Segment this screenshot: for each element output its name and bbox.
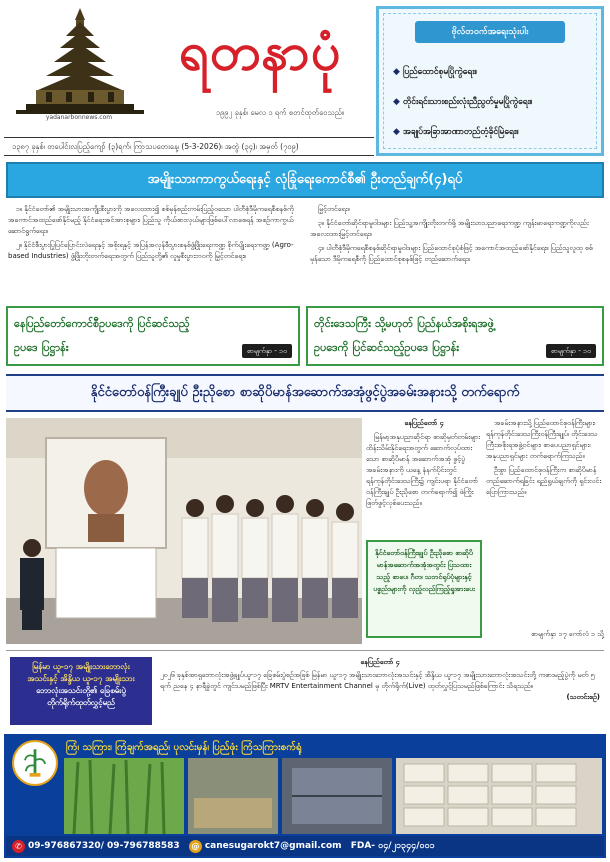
slogan-panel xyxy=(376,6,604,156)
page-reference: စာမျက်နှာ - ၁၀ xyxy=(242,344,292,358)
law-notice-title: နေပြည်တော်ကောင်စီဥပဒေကို ပြင်ဆင်သည့် xyxy=(14,317,190,330)
founding-date: ၁၉၉၂ ခုနှစ်၊ မေလ ၁ ရက် စတင်ထုတ်ဝေသည်။ xyxy=(215,108,345,117)
lead-column-left xyxy=(8,204,298,265)
slogan-text: ပြည်ထောင်စုမပြိုကွဲရေး။ xyxy=(403,67,477,77)
diamond-bullet-icon: ◆ xyxy=(393,127,400,137)
issue-info: ၁၃၈၇ ခုနှစ်၊ တပေါင်းလပြည့်ကျော် (၃)ရက်၊ ကြာသပတေးနေ့၊ (5-3-2026)၊ အတွဲ (၃၄)၊ အမှတ် (၇၀၉) xyxy=(12,142,299,151)
company-logo-icon xyxy=(12,740,58,786)
match-headline-line: အသင်းနှင့် အိန္ဒိယ ယူ-၁၇ အမျိုးသား xyxy=(27,674,135,683)
masthead-rule-top xyxy=(4,137,374,138)
site-url: yadanarbonnews.com xyxy=(45,114,113,121)
slogan-text: အချုပ်အခြာအာဏာတည်တံ့ခိုင်မြဲရေး။ xyxy=(403,127,519,137)
match-headline-line: ဘောလုံးအသင်းတို့၏ ခြေစမ်းပွဲ xyxy=(36,686,126,695)
match-body: ၂၀၂၆ ခုနှစ်အာရှဘောလုံးအဖွဲ့ချုပ်ယူ-၁၇ ခြေစမ်းပွဲစဉ်အဖြစ် မြန်မာ ယူ-၁၇ အမျိုးသားဘောလုံးအသင်းနှင့် အိန္ဒိယ ယူ-၁၇ အမျိုးသားဘောလုံးအသင်းတို့ ကစားမည့်ပွဲကို မတ် ၅ ရက် ညနေ ၄ နာရီခွဲတွင် ကျင်းပမည်ဖြစ်ပြီး MRTV Entertainment Channel မှ တိုက်ရိုက်(Live) ထုတ်လွှင့်ပြသမည်ဖြစ်ကြောင်း သိရသည်။ xyxy=(160,671,595,690)
match-source: (သတင်းစဉ်) xyxy=(566,693,600,701)
ad-email[interactable]: canesugarokt7@gmail.com xyxy=(204,841,342,851)
sugar-mill-advertisement[interactable] xyxy=(4,734,606,858)
news-strip xyxy=(6,650,604,730)
lead-body xyxy=(6,200,604,300)
feature-paragraph: မြန်မာ့အနုပညာဆိုင်ရာ စာဆိုမှတ်တမ်းများ ထိန်းသိမ်းနိုင်ရေးအတွက် ဆောက်လုပ်ထားသော စာဆိုပိမာန် အဆောက်အအုံ ဖွင့်ပွဲအခမ်းအနားကို ယနေ့ နံနက်ပိုင်းတွင် ရန်ကုန်တိုင်းဒေသကြီး၌ ကျင်းပရာ နိုင်ငံတော်ဝန်ကြီးချုပ် ဦးညိုစော တက်ရောက်၍ ဖဲကြိုးဖြတ်ဖွင့်လှစ်ပေးသည်။ xyxy=(366,433,480,507)
lead-paragraph: ၄။ ပါတီစုံဒီမိုကရေစီစနစ်ဆိုင်ရာမူဝါဒများ ပြည်ထောင်စုပုံစံဖြင့် အကောင်အထည်ဖော်နိုင်ရေး။ ပြည်သူလူထု စစ်မှန်သော ဒီမိုကရေစီကို ပြည်ထောင်စုစနစ်ဖြင့် တည်ဆောက်ရေး။ xyxy=(310,244,593,263)
slogan-text: တိုင်းရင်းသားစည်းလုံးညီညွတ်မှုမပြိုကွဲရေး။ xyxy=(403,97,533,107)
lead-paragraph: ၁။ နိုင်ငံတော်၏ အမျိုးသားအကျိုးစီးပွားကို အလေးထား၍ စစ်မှန်စည်းကမ်းပြည့်ဝသော ပါတီစုံဒီမိုကရေစီစနစ်ကို အကောင်အထည်ဖော်နိုင်မည့် နိုင်ငံရေးအင်အားစုများ၊ ပြည်သူ ကိုယ်စားလှယ်များဖြစ်ပေါ်လာစေရန် အစဉ်ကာကွယ်ဆောင်ရွက်ရေး။ xyxy=(8,205,294,235)
slogan-item xyxy=(393,65,593,79)
ad-fda-number: FDA- ၀၄/၂၁၃၄၄/၀၀၁ xyxy=(350,841,435,851)
feature-paragraph: အခမ်းအနားသို့ ပြည်ထောင်စုဝန်ကြီးများ၊ ရန်ကုန်တိုင်းဒေသကြီးဝန်ကြီးချုပ်၊ တိုင်းဒေသကြီးအစိုးရအဖွဲ့ဝင်များ၊ စာပေပညာရှင်များ၊ အနုပညာရှင်များ တက်ရောက်ကြသည်။ xyxy=(486,419,598,460)
email-icon: @ xyxy=(189,840,202,853)
slogan-title: ဗိုလ်တဝက်အရေးသုံးပါး xyxy=(415,21,565,43)
match-dateline: နေပြည်တော် ၄ xyxy=(360,658,400,666)
feature-dateline: နေပြည်တော် ၄ xyxy=(404,419,444,427)
ad-photo-collage xyxy=(64,758,602,834)
match-headline-box xyxy=(10,657,152,725)
feature-headline: နိုင်ငံတော်ဝန်ကြီးချုပ် ဦးညိုစော စာဆိုပိမာန်အဆောက်အအုံဖွင့်ပွဲအခမ်းအနားသို့ တက်ရောက် xyxy=(90,385,520,400)
law-notice-subtitle: ဥပဒေ ပြဋ္ဌာန်း xyxy=(14,341,69,354)
diamond-bullet-icon: ◆ xyxy=(393,67,400,77)
masthead xyxy=(0,0,610,158)
ad-contact-bar xyxy=(6,836,604,856)
slogan-item xyxy=(393,95,593,109)
continued-on[interactable]: စာမျက်နှာ ၁၇ ကော်လံ ၁ သို့ xyxy=(531,630,604,638)
lead-paragraph: ၃။ နိုင်ငံတော်ဆိုင်ရာမူဝါဒများ ပြည်သူ့အကျိုးတိုးတက်ဖို့ အမျိုးသားပညာရေးကဏ္ဍ ကျန်းမာရေးကဏ္ဍကိုလည်း အလေးထားမြှင့်တင်ရေး။ xyxy=(310,219,589,238)
feature-column xyxy=(486,418,604,501)
lead-headline: အမျိုးသားကာကွယ်ရေးနှင့် လုံခြုံရေးကောင်စီ၏ ဦးတည်ချက်(၄)ရပ် xyxy=(147,172,463,187)
photo-caption-box: နိုင်ငံတော်ဝန်ကြီးချုပ် ဦးညိုစော စာဆိုပိမာန်အဆောက်အအုံအတွင်း ပြသထားသည့် စာပေ၊ ဂီတ၊ သဘင်ရုပ်ပုံများနှင့် ပစ္စည်းများကို လှည့်လည်ကြည့်ရှုအားပေး xyxy=(366,540,482,638)
lead-paragraph: မြှင့်တင်ရေး။ xyxy=(318,205,350,213)
page-reference: စာမျက်နှာ - ၁၀ xyxy=(546,344,596,358)
law-notice-subtitle: ဥပဒေကို ပြင်ဆင်သည့်ဥပဒေ ပြဋ္ဌာန်း xyxy=(314,341,460,354)
nameplate: ရတနာပုံ xyxy=(178,21,342,82)
match-headline-line: တိုက်ရိုက်ထုတ်လွှင့်မည် xyxy=(47,698,115,707)
masthead-rule-bottom xyxy=(4,155,374,156)
match-headline-line: မြန်မာ ယူ-၁၇ အမျိုးသားဘောလုံး xyxy=(32,662,130,671)
diamond-bullet-icon: ◆ xyxy=(393,97,400,107)
law-notice-title: တိုင်းဒေသကြီး သို့မဟုတ် ပြည်နယ်အစိုးရအဖွဲ့ xyxy=(314,317,494,330)
ad-phone[interactable]: 09-976867320/ 09-796788583 xyxy=(28,841,180,851)
phone-icon: ✆ xyxy=(12,840,25,853)
lead-column-right xyxy=(310,204,600,268)
feature-headline-bar xyxy=(6,374,604,412)
law-notice-box[interactable] xyxy=(6,306,300,366)
law-notice-box[interactable] xyxy=(306,306,604,366)
lead-paragraph: ၂။ နိုင်ငံစီးပွားပြုပြင်ပြောင်းလဲရေးနှင့် အစိုးရနှင့် အပြန်အလှန်စီးပွားစနစ်ဖွံ့ဖြိုးရေးကဏ္ဍ စိုက်ပျိုးရေးကဏ္ဍ (Agro-based Industries) ဖွံ့ဖြိုးတိုးတက်ရေးအတွက် ပြည်သူတို့၏ လူမှုစီးပွားဘဝကို မြှင့်တင်ရေး။ xyxy=(8,241,294,260)
lead-headline-bar xyxy=(6,162,604,198)
palace-emblem-icon xyxy=(6,6,154,114)
ceremony-photo xyxy=(6,418,362,644)
match-story xyxy=(160,657,600,703)
ad-title: ကြံ၊ သကြား၊ ကြံချက်အရည်၊ ပုလင်းမှန်၊ ပြည်ဖုံး ကြံသကြားစက်ရုံ xyxy=(66,742,302,753)
feature-column xyxy=(366,418,482,512)
slogan-item xyxy=(393,125,593,139)
feature-paragraph: ဦးစွာ ပြည်ထောင်စုဝန်ကြီးက စာဆိုပိမာန် တည်ဆောက်ရခြင်း ရည်ရွယ်ချက်ကို ရှင်းလင်းပြောကြားသည်။ xyxy=(486,466,602,496)
